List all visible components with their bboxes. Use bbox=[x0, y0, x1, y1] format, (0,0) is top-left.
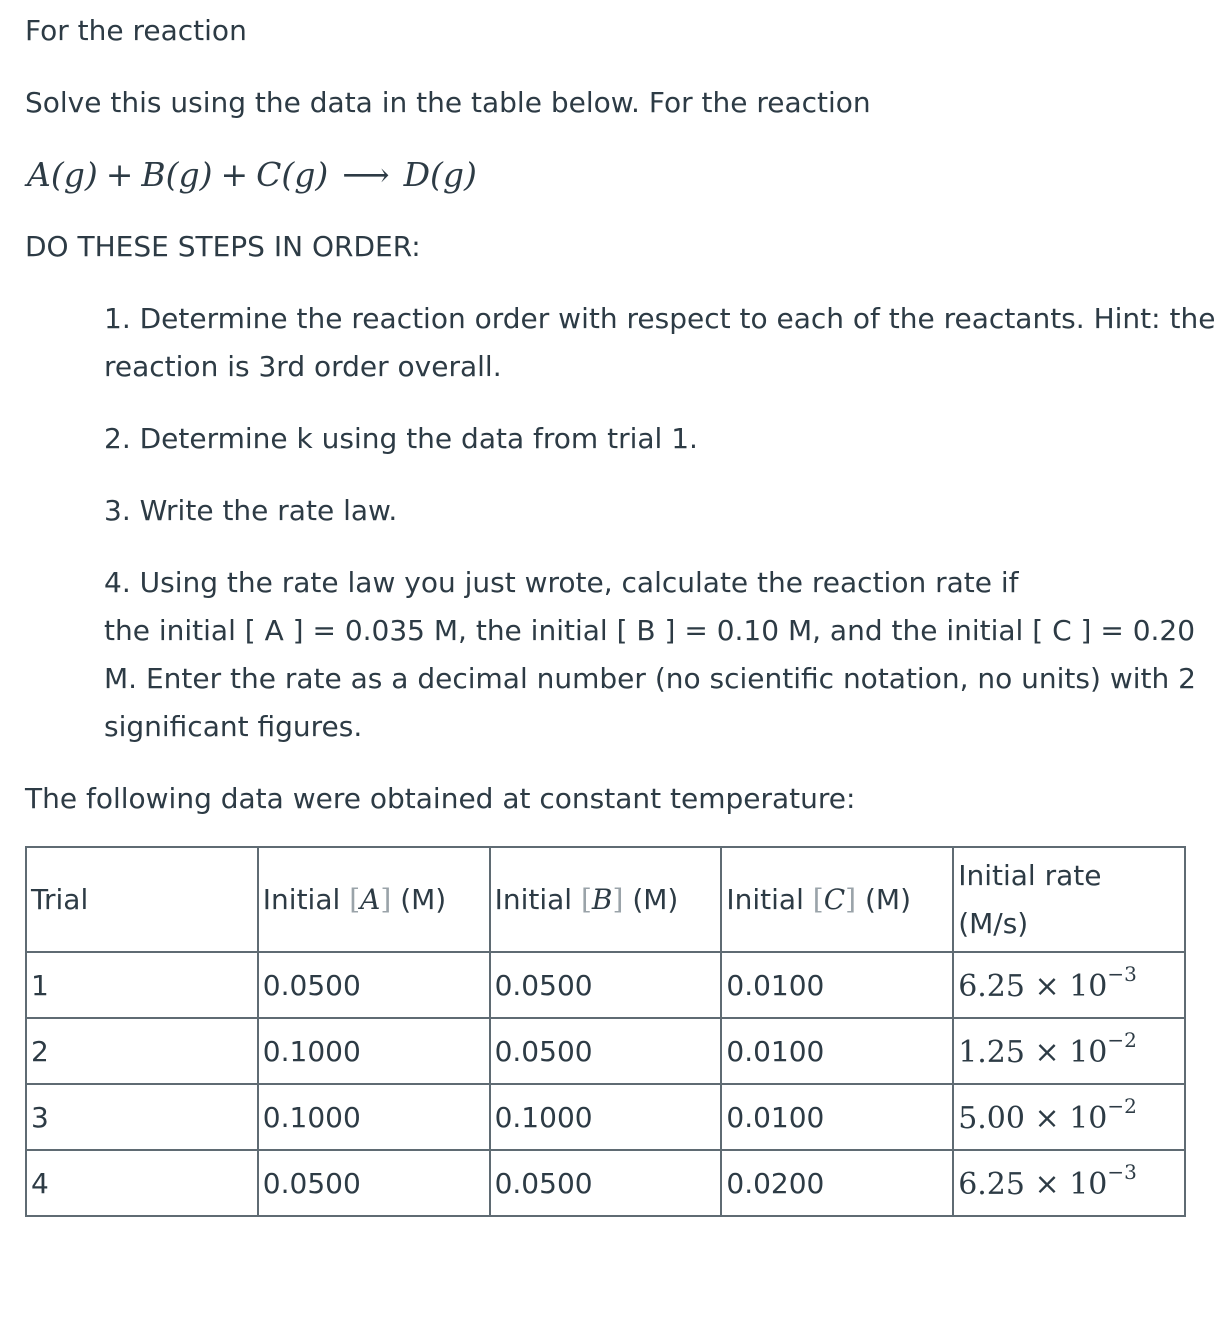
rate-mantissa: 5.00 × 10 bbox=[958, 1101, 1108, 1136]
concentration-c: [C] bbox=[812, 883, 857, 916]
step-item bbox=[104, 487, 1214, 535]
cell-trial: 4 bbox=[26, 1150, 258, 1216]
step-text: reaction is 3rd order overall. bbox=[104, 350, 502, 383]
rate-exponent: −3 bbox=[1107, 1160, 1137, 1184]
header-initial-a bbox=[258, 847, 490, 952]
header-rate-label: Initial rate bbox=[958, 858, 1102, 892]
cell-trial: 1 bbox=[26, 952, 258, 1018]
step-text: the initial [ A ] = 0.035 M, the initial [ B ] = 0.10 M, and the initial [ C ] = 0.20 bbox=[104, 614, 1196, 647]
step-text: 4. Using the rate law you just wrote, calculate the reaction rate if bbox=[104, 566, 1019, 599]
cell-a: 0.1000 bbox=[258, 1018, 490, 1084]
rate-mantissa: 6.25 × 10 bbox=[958, 1167, 1108, 1202]
variable-b: B bbox=[591, 883, 613, 916]
step-text: 3. Write the rate law. bbox=[104, 494, 398, 527]
variable-a: A bbox=[360, 883, 381, 916]
cell-b: 0.1000 bbox=[490, 1084, 722, 1150]
rate-data-table bbox=[25, 846, 1186, 1217]
rate-exponent: −3 bbox=[1107, 962, 1137, 986]
header-initial-c bbox=[721, 847, 953, 952]
header-trial: Trial bbox=[26, 847, 258, 952]
step-item bbox=[104, 415, 1214, 463]
rate-mantissa: 6.25 × 10 bbox=[958, 969, 1108, 1004]
cell-trial: 3 bbox=[26, 1084, 258, 1150]
header-unit: (M) bbox=[391, 883, 447, 916]
cell-rate bbox=[953, 1084, 1185, 1150]
product-d: D(g) bbox=[403, 155, 477, 194]
cell-rate bbox=[953, 1150, 1185, 1216]
table-row bbox=[26, 952, 1185, 1018]
header-unit: (M) bbox=[623, 883, 679, 916]
header-initial-b bbox=[490, 847, 722, 952]
header-unit: (M) bbox=[856, 883, 911, 916]
plus-sign: + bbox=[105, 155, 134, 194]
cell-c: 0.0100 bbox=[721, 1084, 953, 1150]
table-caption: The following data were obtained at constant temperature: bbox=[25, 782, 856, 815]
table-row bbox=[26, 1084, 1185, 1150]
header-prefix: Initial bbox=[262, 883, 350, 916]
step-item bbox=[104, 559, 1214, 751]
step-text: M. Enter the rate as a decimal number (no scientific notation, no units) with 2 bbox=[104, 662, 1196, 695]
cell-c: 0.0100 bbox=[721, 1018, 953, 1084]
rate-exponent: −2 bbox=[1107, 1094, 1137, 1118]
cell-a: 0.1000 bbox=[258, 1084, 490, 1150]
step-text: significant figures. bbox=[104, 710, 363, 743]
cell-a: 0.0500 bbox=[258, 952, 490, 1018]
cell-c: 0.0200 bbox=[721, 1150, 953, 1216]
cell-trial: 2 bbox=[26, 1018, 258, 1084]
steps-heading: DO THESE STEPS IN ORDER: bbox=[25, 230, 421, 263]
reactant-c: C(g) bbox=[256, 155, 329, 194]
cell-b: 0.0500 bbox=[490, 952, 722, 1018]
table-row bbox=[26, 1150, 1185, 1216]
cell-b: 0.0500 bbox=[490, 1018, 722, 1084]
steps-list bbox=[104, 295, 1214, 775]
cell-rate bbox=[953, 952, 1185, 1018]
cell-a: 0.0500 bbox=[258, 1150, 490, 1216]
header-initial-rate bbox=[953, 847, 1185, 952]
header-prefix: Initial bbox=[726, 883, 813, 916]
rate-mantissa: 1.25 × 10 bbox=[958, 1035, 1108, 1070]
reactant-b: B(g) bbox=[141, 155, 213, 194]
table-header-row bbox=[26, 847, 1185, 952]
variable-c: C bbox=[823, 883, 846, 916]
cell-rate bbox=[953, 1018, 1185, 1084]
plus-sign: + bbox=[220, 155, 249, 194]
concentration-b: [B] bbox=[580, 883, 624, 916]
solve-instruction: Solve this using the data in the table below. For the reaction bbox=[25, 86, 871, 119]
reaction-equation bbox=[27, 150, 477, 200]
table-row bbox=[26, 1018, 1185, 1084]
reaction-arrow-icon: ⟶ bbox=[342, 155, 390, 194]
intro-text: For the reaction bbox=[25, 14, 247, 47]
step-text: 1. Determine the reaction order with respect to each of the reactants. Hint: the bbox=[104, 302, 1216, 335]
step-text: 2. Determine k using the data from trial 1. bbox=[104, 422, 698, 455]
cell-b: 0.0500 bbox=[490, 1150, 722, 1216]
rate-exponent: −2 bbox=[1107, 1028, 1137, 1052]
step-item bbox=[104, 295, 1214, 391]
reactant-a: A(g) bbox=[27, 155, 98, 194]
cell-c: 0.0100 bbox=[721, 952, 953, 1018]
header-rate-unit: (M/s) bbox=[958, 906, 1029, 940]
header-prefix: Initial bbox=[494, 883, 581, 916]
concentration-a: [A] bbox=[349, 883, 392, 916]
